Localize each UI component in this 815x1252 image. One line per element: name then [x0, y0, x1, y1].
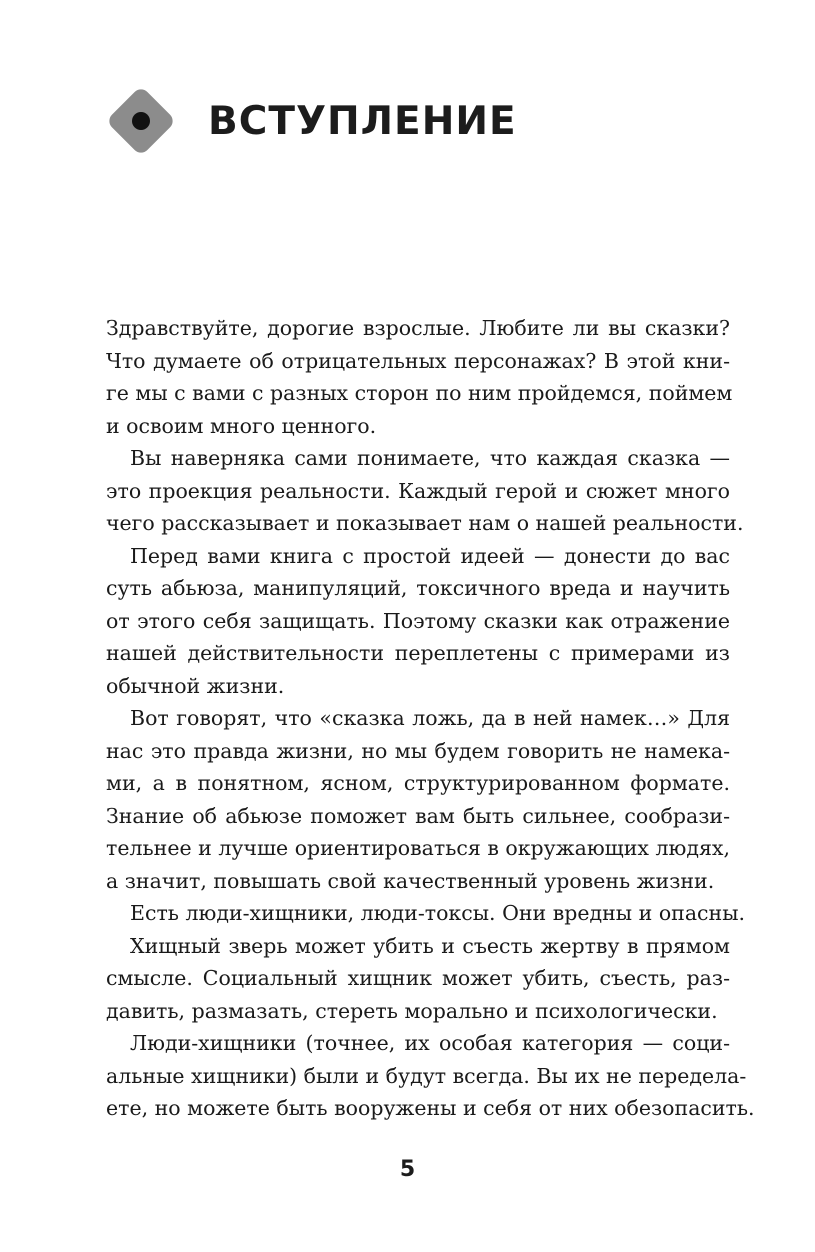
text-line: давить, размазать, стереть морально и психологически. — [106, 998, 718, 1023]
text-line: а значит, повышать свой качественный уровень жизни. — [106, 868, 715, 893]
text-line: ете, но можете быть вооружены и себя от них обезопасить. — [106, 1096, 755, 1120]
text-line: Люди-хищники (точнее, их особая категория — соци- — [130, 1031, 730, 1055]
text-line: Хищный зверь может убить и съесть жертву в прямом — [130, 933, 730, 958]
page-number: 5 — [399, 1157, 416, 1182]
text-line: Здравствуйте, дорогие взрослые. Любите ли вы сказки? — [106, 316, 730, 340]
text-line: Что думаете об отрицательных персонажах? В этой кни- — [106, 348, 730, 373]
body-text — [106, 312, 755, 1125]
chapter-header — [106, 82, 517, 160]
text-line: обычной жизни. — [106, 673, 285, 698]
text-line: нашей действительности переплетены с примерами из — [106, 641, 730, 665]
diamond-bullet-icon — [106, 86, 176, 156]
chapter-title: ВСТУПЛЕНИЕ — [208, 98, 517, 144]
text-line: ми, а в понятном, ясном, структурированном формате. — [106, 771, 730, 795]
text-line: суть абьюза, манипуляций, токсичного вреда и научить — [106, 576, 730, 600]
text-line: Вот говорят, что «сказка ложь, да в ней намек…» Для — [130, 706, 730, 730]
text-line: Перед вами книга с простой идеей — донести до вас — [130, 543, 730, 568]
text-line: альные хищники) были и будут всегда. Вы их не передела- — [106, 1063, 747, 1088]
text-line: Знание об абьюзе поможет вам быть сильнее, сообрази- — [106, 803, 730, 828]
text-line: Есть люди-хищники, люди-токсы. Они вредны и опасны. — [130, 901, 746, 925]
text-line: это проекция реальности. Каждый герой и сюжет много — [106, 478, 730, 503]
text-line: чего рассказывает и показывает нам о нашей реальности. — [106, 511, 744, 535]
text-line: и освоим много ценного. — [106, 413, 377, 438]
text-line: ге мы с вами с разных сторон по ним пройдемся, поймем — [106, 381, 733, 405]
text-line: тельнее и лучше ориентироваться в окружающих людях, — [106, 836, 730, 860]
text-line: от этого себя защищать. Поэтому сказки как отражение — [106, 608, 730, 633]
text-line: нас это правда жизни, но мы будем говорить не намека- — [106, 738, 730, 763]
text-line: Вы наверняка сами понимаете, что каждая сказка — — [130, 446, 730, 470]
text-line: смысле. Социальный хищник может убить, съесть, раз- — [106, 966, 730, 990]
